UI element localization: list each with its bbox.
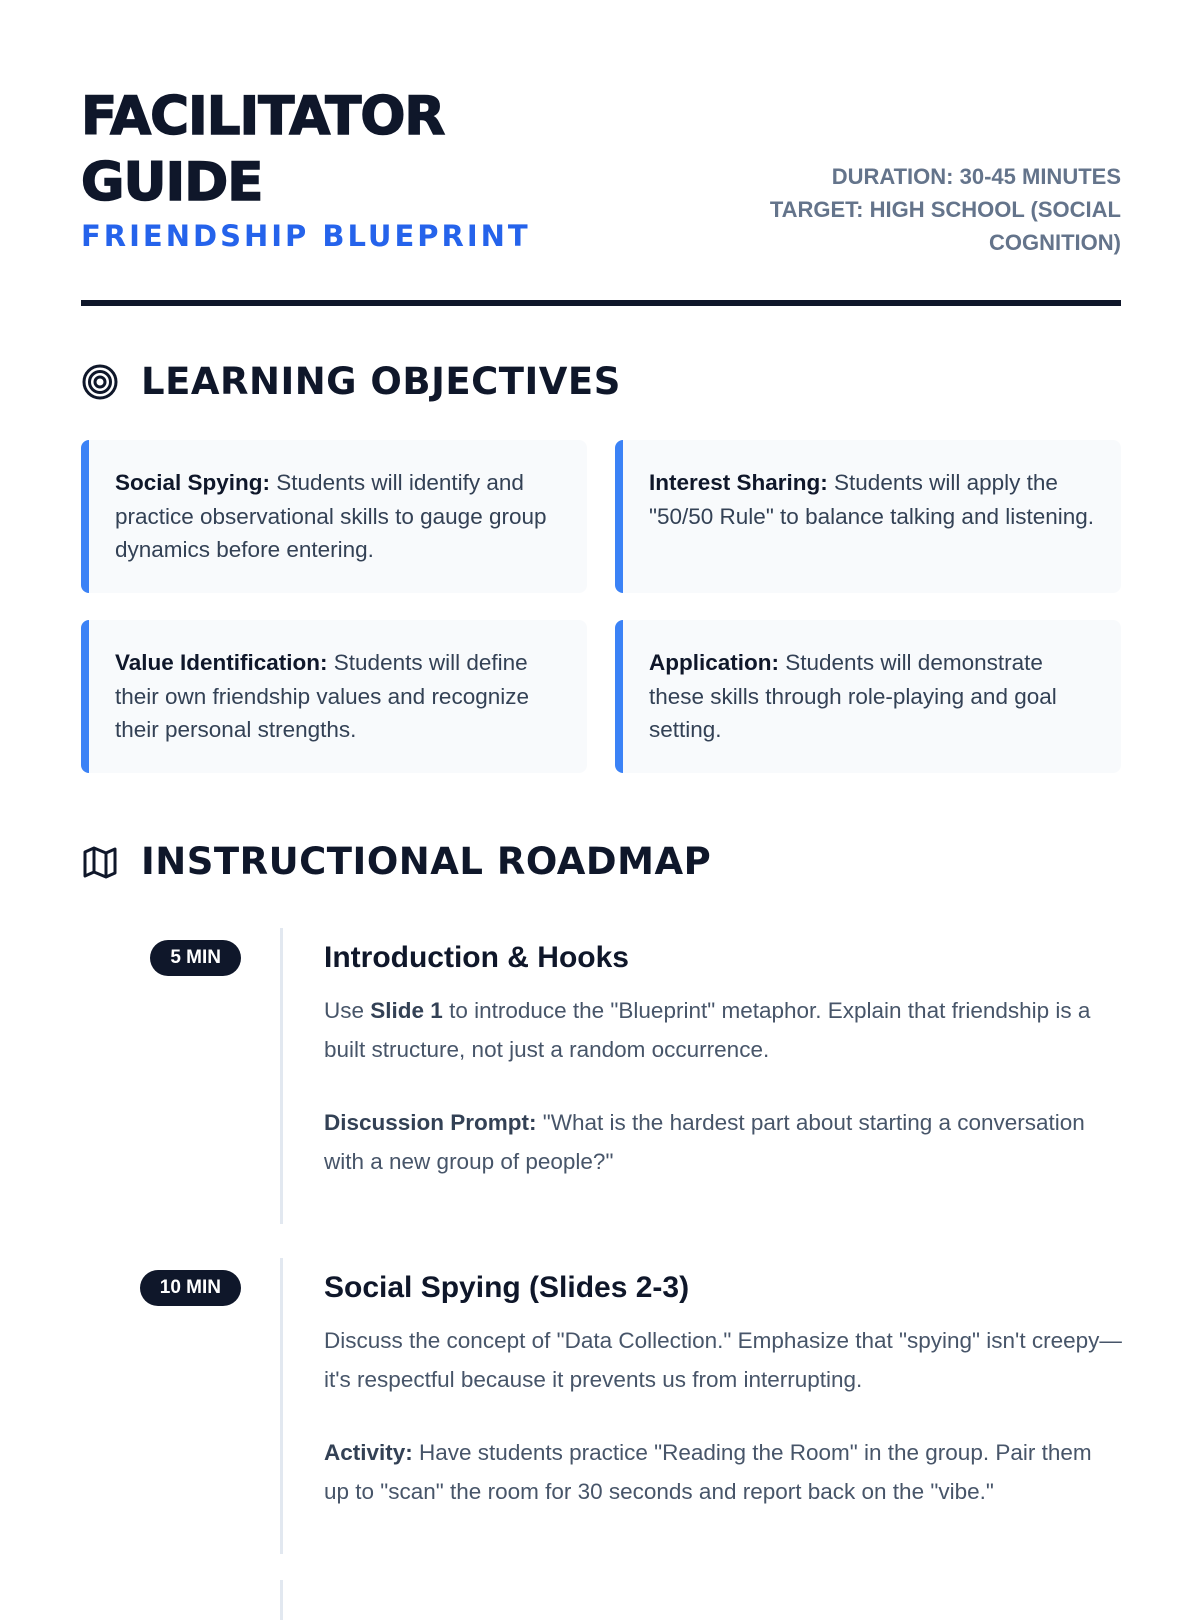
objective-label: Social Spying:	[115, 470, 271, 495]
map-icon	[81, 843, 119, 881]
step-description	[324, 992, 1122, 1069]
objective-card	[81, 440, 587, 593]
objectives-heading	[81, 360, 621, 403]
objective-text: Students will define their own friendship values and recognize their personal strengths.	[115, 650, 529, 742]
step-text: Use	[324, 998, 371, 1023]
objective-card	[81, 620, 587, 773]
objective-text: Students will demonstrate these skills through role-playing and goal setting.	[649, 650, 1057, 742]
objective-label: Value Identification:	[115, 650, 328, 675]
objective-text: Students will apply the "50/50 Rule" to balance talking and listening.	[649, 470, 1095, 529]
time-badge-wrap	[140, 1270, 241, 1306]
objective-card	[615, 620, 1121, 773]
session-meta	[741, 160, 1121, 259]
step-prompt	[324, 1104, 1122, 1181]
page-title	[81, 84, 444, 216]
roadmap-title: INSTRUCTIONAL ROADMAP	[141, 840, 712, 883]
step-emphasis: Slide 1	[370, 998, 443, 1023]
timeline-line	[280, 1258, 283, 1554]
header-divider	[81, 300, 1121, 306]
objective-text: Students will identify and practice observational skills to gauge group dynamics before entering.	[115, 470, 547, 562]
step-title: Social Spying (Slides 2-3)	[324, 1271, 690, 1304]
objectives-grid	[81, 440, 1121, 773]
step-content	[324, 1270, 1122, 1511]
step-content	[324, 940, 1122, 1181]
prompt-text: "What is the hardest part about starting a conversation with a new group of people?"	[324, 1110, 1085, 1174]
page-subtitle: FRIENDSHIP BLUEPRINT	[81, 219, 531, 253]
prompt-label: Discussion Prompt:	[324, 1110, 537, 1135]
timeline-line	[280, 1580, 283, 1620]
target-line-2: COGNITION)	[989, 230, 1121, 255]
facilitator-guide-page	[81, 0, 1122, 1504]
time-badge: 10 MIN	[140, 1270, 241, 1306]
step-text: to introduce the "Blueprint" metaphor. Explain that friendship is a built structure, not just a random occurrence.	[324, 998, 1091, 1062]
objectives-title: LEARNING OBJECTIVES	[141, 360, 621, 403]
objective-label: Interest Sharing:	[649, 470, 828, 495]
time-badge-wrap	[150, 940, 241, 976]
target-label	[741, 193, 1121, 259]
objective-card	[615, 440, 1121, 593]
target-line-1: TARGET: HIGH SCHOOL (SOCIAL	[769, 197, 1121, 222]
step-activity	[324, 1434, 1122, 1511]
title-line-2: GUIDE	[81, 152, 263, 213]
title-line-1: FACILITATOR	[81, 86, 445, 147]
target-icon	[81, 363, 119, 401]
roadmap-heading	[81, 840, 711, 883]
step-title: Introduction & Hooks	[324, 941, 629, 974]
objective-label: Application:	[649, 650, 779, 675]
time-badge: 5 MIN	[150, 940, 241, 976]
activity-text: Have students practice "Reading the Room" in the group. Pair them up to "scan" the room for 30 seconds and report back on the "vibe."	[324, 1440, 1092, 1504]
step-description: Discuss the concept of "Data Collection." Emphasize that "spying" isn't creepy—it's respectful because it prevents us from interrupting.	[324, 1328, 1122, 1392]
activity-label: Activity:	[324, 1440, 413, 1465]
guide-header	[81, 0, 1121, 305]
timeline-line	[280, 928, 283, 1224]
duration-label: DURATION: 30-45 MINUTES	[831, 164, 1121, 189]
